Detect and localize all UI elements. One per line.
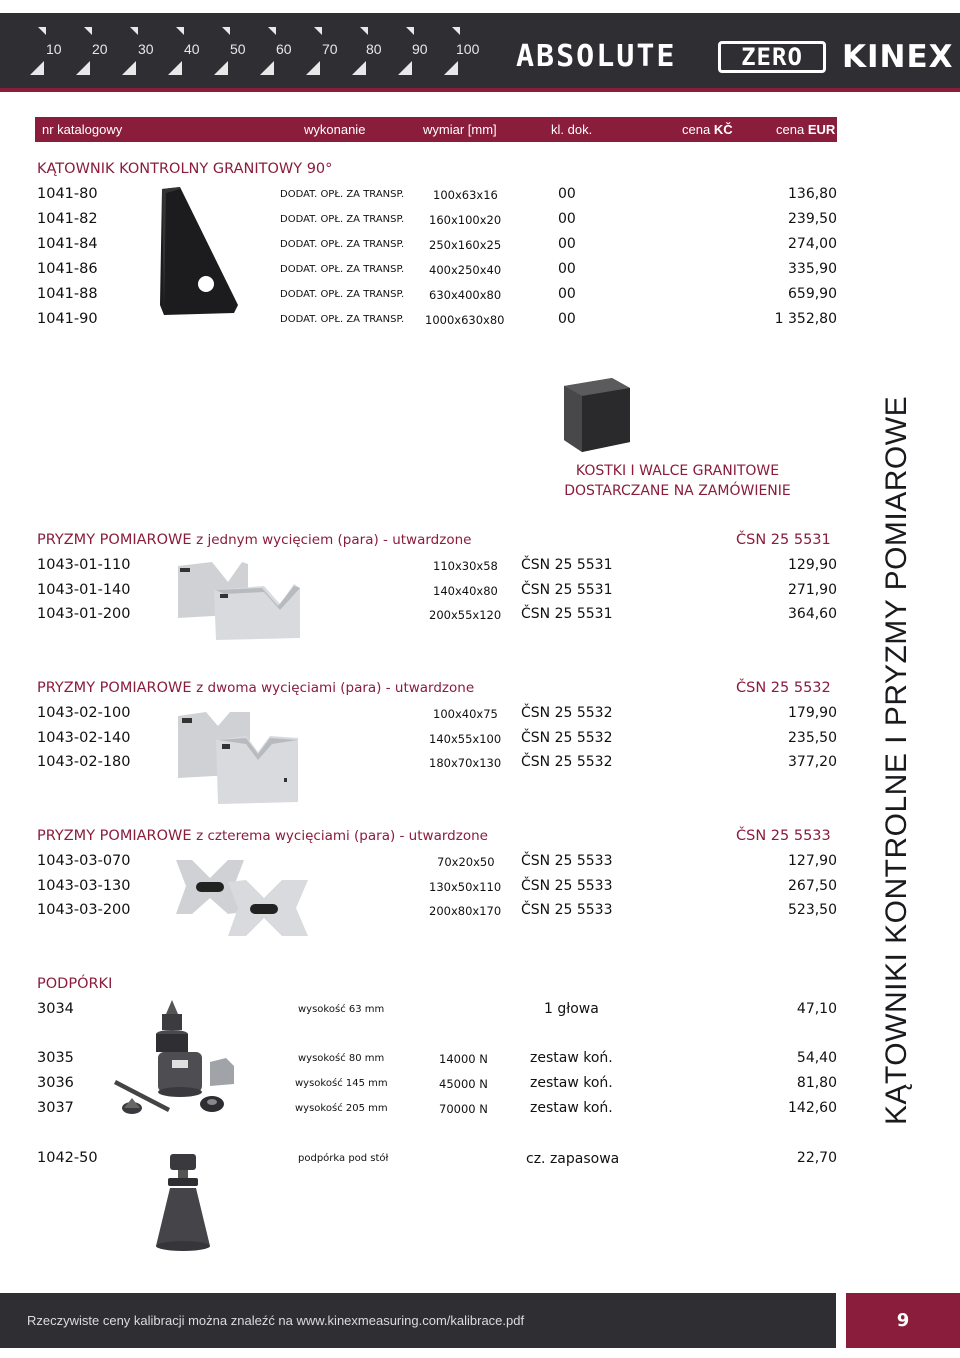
support-type: zestaw koń. bbox=[530, 1075, 613, 1091]
scale-flag-icon bbox=[130, 27, 138, 35]
price-czk: 659,90 bbox=[788, 286, 837, 302]
scale-triangle-icon bbox=[352, 61, 366, 75]
price-czk: 335,90 bbox=[788, 261, 837, 277]
price-czk: 129,90 bbox=[788, 557, 837, 573]
scale-flag-icon bbox=[452, 27, 460, 35]
dimension: 160x100x20 bbox=[429, 213, 502, 227]
price-czk: 81,80 bbox=[796, 1075, 837, 1091]
dimension: 200x55x120 bbox=[429, 608, 502, 622]
v-block-single-image bbox=[176, 560, 304, 642]
catalog-code: 1041-90 bbox=[37, 311, 98, 327]
catalog-code: 1043-02-100 bbox=[37, 705, 131, 721]
force: 45000 N bbox=[439, 1077, 488, 1091]
force: 14000 N bbox=[439, 1052, 488, 1066]
granite-square-image bbox=[158, 185, 240, 317]
dimension: 100x63x16 bbox=[433, 188, 498, 202]
prism3-title: PRYZMY POMIAROWE z czterema wycięciami (para) - utwardzone bbox=[37, 828, 488, 844]
scale-tick: 80 bbox=[366, 41, 382, 57]
top-banner bbox=[0, 13, 960, 88]
standard: ČSN 25 5532 bbox=[521, 730, 613, 746]
footer-calibration-note: Rzeczywiste ceny kalibracji można znaleźć na www.kinexmeasuring.com/kalibrace.pdf bbox=[27, 1313, 525, 1328]
scale-flag-icon bbox=[406, 27, 414, 35]
price-czk: 239,50 bbox=[788, 211, 837, 227]
accuracy-class: 00 bbox=[558, 186, 576, 202]
price-czk: 54,40 bbox=[796, 1050, 837, 1066]
prism2-title: PRYZMY POMIAROWE z dwoma wycięciami (para) - utwardzone bbox=[37, 680, 475, 696]
execution: DODAT. OPŁ. ZA TRANSP. bbox=[280, 189, 405, 200]
scale-flag-icon bbox=[268, 27, 276, 35]
col-price-czk: cena KČ bbox=[682, 122, 733, 137]
granite-cube-image bbox=[562, 376, 632, 456]
execution: DODAT. OPŁ. ZA TRANSP. bbox=[280, 239, 405, 250]
dimension: 70x20x50 bbox=[437, 855, 495, 869]
banner-underline bbox=[0, 88, 960, 92]
standard: ČSN 25 5531 bbox=[521, 557, 613, 573]
force: 70000 N bbox=[439, 1102, 488, 1116]
prism1-standard: ČSN 25 5531 bbox=[736, 532, 831, 548]
scale-tick: 90 bbox=[412, 41, 428, 57]
catalog-code: 1041-88 bbox=[37, 286, 98, 302]
note-line: KOSTKI I WALCE GRANITOWE bbox=[575, 463, 780, 479]
price-czk: 1 352,80 bbox=[774, 311, 837, 327]
price-czk: 267,50 bbox=[788, 878, 837, 894]
scale-tick: 70 bbox=[322, 41, 338, 57]
catalog-code: 1042-50 bbox=[37, 1150, 98, 1166]
execution: DODAT. OPŁ. ZA TRANSP. bbox=[280, 214, 405, 225]
execution: DODAT. OPŁ. ZA TRANSP. bbox=[280, 289, 405, 300]
granite-square-title: KĄTOWNIK KONTROLNY GRANITOWY 90° bbox=[37, 161, 333, 177]
accuracy-class: 00 bbox=[558, 236, 576, 252]
dimension: 100x40x75 bbox=[433, 707, 498, 721]
scale-triangle-icon bbox=[122, 61, 136, 75]
v-block-quad-image bbox=[172, 856, 312, 940]
price-czk: 364,60 bbox=[788, 606, 837, 622]
v-block-double-image bbox=[176, 710, 300, 806]
accuracy-class: 00 bbox=[558, 211, 576, 227]
dimension: 140x55x100 bbox=[429, 732, 502, 746]
support-type: cz. zapasowa bbox=[526, 1151, 620, 1167]
dimension: 130x50x110 bbox=[429, 880, 502, 894]
price-czk: 47,10 bbox=[796, 1001, 837, 1017]
scale-tick: 50 bbox=[230, 41, 246, 57]
prism2-standard: ČSN 25 5532 bbox=[736, 680, 831, 696]
catalog-code: 1043-02-140 bbox=[37, 730, 131, 746]
col-execution: wykonanie bbox=[304, 122, 366, 137]
price-czk: 274,00 bbox=[788, 236, 837, 252]
catalog-code: 1043-01-200 bbox=[37, 606, 131, 622]
dimension: 1000x630x80 bbox=[425, 313, 505, 327]
catalog-code: 3036 bbox=[37, 1075, 74, 1091]
price-czk: 271,90 bbox=[788, 582, 837, 598]
description: podpórka pod stół bbox=[298, 1153, 389, 1164]
price-czk: 136,80 bbox=[788, 186, 837, 202]
support-type: zestaw koń. bbox=[530, 1050, 613, 1066]
page-number: 9 bbox=[846, 1293, 960, 1348]
scale-triangle-icon bbox=[398, 61, 412, 75]
height: wysokość 145 mm bbox=[295, 1078, 388, 1089]
scale-flag-icon bbox=[314, 27, 322, 35]
col-catalog: nr katalogowy bbox=[42, 122, 123, 137]
height: wysokość 205 mm bbox=[295, 1103, 388, 1114]
prism1-title: PRYZMY POMIAROWE z jednym wycięciem (para) - utwardzone bbox=[37, 532, 472, 548]
accuracy-class: 00 bbox=[558, 261, 576, 277]
price-czk: 377,20 bbox=[788, 754, 837, 770]
scale-triangle-icon bbox=[76, 61, 90, 75]
scale-flag-icon bbox=[38, 27, 46, 35]
height: wysokość 63 mm bbox=[298, 1004, 385, 1015]
support-type: zestaw koń. bbox=[530, 1100, 613, 1116]
prism3-standard: ČSN 25 5533 bbox=[736, 828, 831, 844]
absolute-logo: ABSOLUTE bbox=[516, 39, 677, 74]
dimension: 110x30x58 bbox=[433, 559, 498, 573]
height: wysokość 80 mm bbox=[298, 1053, 385, 1064]
standard: ČSN 25 5533 bbox=[521, 878, 613, 894]
table-support-image bbox=[150, 1150, 216, 1254]
scale-triangle-icon bbox=[214, 61, 228, 75]
side-chapter-title: KĄTOWNIKI KONTROLNE I PRYZMY POMIAROWE bbox=[880, 395, 913, 1125]
standard: ČSN 25 5531 bbox=[521, 582, 613, 598]
accuracy-class: 00 bbox=[558, 286, 576, 302]
price-czk: 179,90 bbox=[788, 705, 837, 721]
col-dimension: wymiar [mm] bbox=[423, 122, 497, 137]
scale-tick: 20 bbox=[92, 41, 108, 57]
scale-flag-icon bbox=[176, 27, 184, 35]
catalog-code: 1041-86 bbox=[37, 261, 98, 277]
catalog-code: 3035 bbox=[37, 1050, 74, 1066]
scale-tick: 10 bbox=[46, 41, 62, 57]
accuracy-class: 00 bbox=[558, 311, 576, 327]
scale-triangle-icon bbox=[168, 61, 182, 75]
table-header bbox=[35, 117, 837, 142]
granite-cube-note bbox=[540, 461, 815, 501]
catalog-code: 1043-01-110 bbox=[37, 557, 131, 573]
scale-triangle-icon bbox=[30, 61, 44, 75]
screw-support-set-image bbox=[112, 996, 250, 1120]
scale-triangle-icon bbox=[444, 61, 458, 75]
scale-tick: 30 bbox=[138, 41, 154, 57]
standard: ČSN 25 5531 bbox=[521, 606, 613, 622]
scale-flag-icon bbox=[84, 27, 92, 35]
kinex-logo: KINEX bbox=[842, 39, 954, 75]
footer-bar bbox=[0, 1293, 836, 1348]
zero-logo: ZERO bbox=[718, 41, 826, 73]
scale-tick: 100 bbox=[456, 41, 480, 57]
standard: ČSN 25 5533 bbox=[521, 853, 613, 869]
scale-triangle-icon bbox=[306, 61, 320, 75]
dimension: 140x40x80 bbox=[433, 584, 498, 598]
catalog-code: 1043-03-130 bbox=[37, 878, 131, 894]
dimension: 400x250x40 bbox=[429, 263, 502, 277]
col-price-eur: cena EUR bbox=[776, 122, 836, 137]
scale-triangle-icon bbox=[260, 61, 274, 75]
price-czk: 127,90 bbox=[788, 853, 837, 869]
catalog-code: 1041-80 bbox=[37, 186, 98, 202]
scale-tick: 40 bbox=[184, 41, 200, 57]
dimension: 200x80x170 bbox=[429, 904, 502, 918]
catalog-code: 1041-82 bbox=[37, 211, 98, 227]
standard: ČSN 25 5532 bbox=[521, 754, 613, 770]
standard: ČSN 25 5533 bbox=[521, 902, 613, 918]
catalog-code: 1043-03-070 bbox=[37, 853, 131, 869]
execution: DODAT. OPŁ. ZA TRANSP. bbox=[280, 264, 405, 275]
scale-flag-icon bbox=[360, 27, 368, 35]
catalog-code: 1043-03-200 bbox=[37, 902, 131, 918]
price-czk: 142,60 bbox=[788, 1100, 837, 1116]
catalog-code: 3037 bbox=[37, 1100, 74, 1116]
dimension: 630x400x80 bbox=[429, 288, 502, 302]
dimension: 180x70x130 bbox=[429, 756, 502, 770]
catalog-code: 1043-01-140 bbox=[37, 582, 131, 598]
col-accuracy: kl. dok. bbox=[551, 122, 593, 137]
execution: DODAT. OPŁ. ZA TRANSP. bbox=[280, 314, 405, 325]
note-line: DOSTARCZANE NA ZAMÓWIENIE bbox=[564, 483, 791, 499]
supports-title: PODPÓRKI bbox=[37, 976, 113, 992]
scale-flag-icon bbox=[222, 27, 230, 35]
measurement-scale bbox=[0, 13, 500, 88]
price-czk: 523,50 bbox=[788, 902, 837, 918]
price-czk: 235,50 bbox=[788, 730, 837, 746]
catalog-code: 1041-84 bbox=[37, 236, 98, 252]
scale-tick: 60 bbox=[276, 41, 292, 57]
price-czk: 22,70 bbox=[796, 1150, 837, 1166]
support-type: 1 głowa bbox=[544, 1001, 599, 1017]
catalog-code: 3034 bbox=[37, 1001, 74, 1017]
dimension: 250x160x25 bbox=[429, 238, 502, 252]
catalog-code: 1043-02-180 bbox=[37, 754, 131, 770]
standard: ČSN 25 5532 bbox=[521, 705, 613, 721]
